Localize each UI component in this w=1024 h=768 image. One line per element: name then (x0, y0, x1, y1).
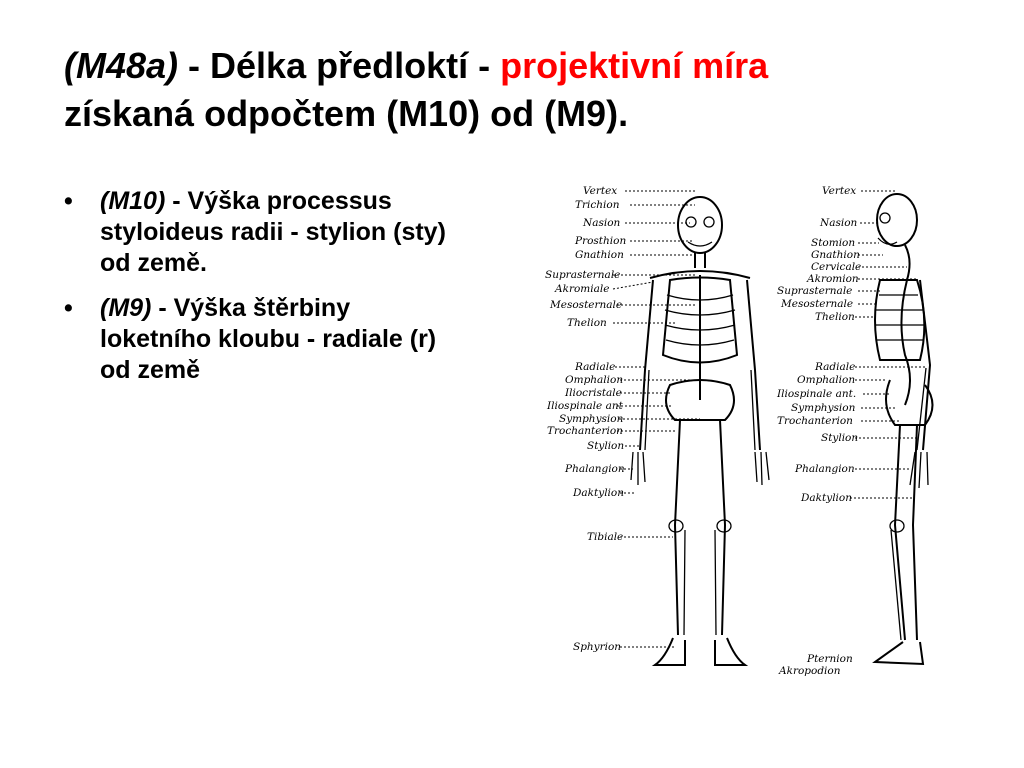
label-phalangion-side: Phalangion (795, 463, 855, 475)
label-stylion-front: Stylion (587, 440, 625, 452)
bullet-code: (M9) (100, 294, 152, 322)
bullet-item (62, 293, 462, 386)
label-akromion: Akromion (807, 273, 859, 285)
skeleton-illustration (545, 180, 965, 685)
label-suprasternale-side: Suprasternale (777, 285, 853, 297)
label-akropodion: Akropodion (779, 665, 841, 677)
label-gnathion-front: Gnathion (575, 249, 624, 261)
label-symphysion-side: Symphysion (791, 402, 856, 414)
label-phalangion-front: Phalangion (565, 463, 625, 475)
label-iliocristale: Iliocristale (565, 387, 622, 399)
label-tibiale: Tibiale (587, 531, 624, 543)
slide-title (64, 42, 984, 138)
side-skeleton (875, 194, 933, 664)
label-akromiale: Akromiale (555, 283, 610, 295)
label-trochanterion-front: Trochanterion (547, 425, 623, 437)
label-symphysion-front: Symphysion (559, 413, 624, 425)
label-daktylion-front: Daktylion (573, 487, 624, 499)
bullet-item (62, 186, 462, 279)
label-iliospinale-side: Iliospinale ant. (777, 388, 857, 400)
label-omphalion-front: Omphalion (565, 374, 624, 386)
skeleton-figure (545, 180, 965, 685)
label-thelion-side: Thelion (815, 311, 855, 323)
title-highlight: projektivní míra (500, 45, 769, 86)
label-mesosternale-side: Mesosternale (781, 298, 854, 310)
label-sphyrion: Sphyrion (573, 641, 622, 653)
bullet-code: (M10) (100, 187, 166, 215)
label-thelion-front: Thelion (567, 317, 607, 329)
label-daktylion-side: Daktylion (801, 492, 852, 504)
label-vertex-front: Vertex (583, 185, 618, 197)
label-radiale-front: Radiale (575, 361, 616, 373)
title-part2: získaná odpočtem (M10) od (M9). (64, 93, 629, 134)
label-nasion-side: Nasion (820, 217, 858, 229)
bullet-list (62, 186, 462, 400)
label-gnathion-side: Gnathion (811, 249, 860, 261)
bullet-text: - Výška processus styloideus radii - stylion (sty) od země. (100, 187, 446, 277)
title-code: (M48a) (64, 45, 179, 86)
bullet-text: - Výška štěrbiny loketního kloubu - radiale (r) od země (100, 294, 437, 384)
label-radiale-side: Radiale (815, 361, 856, 373)
label-vertex-side: Vertex (822, 185, 857, 197)
label-omphalion-side: Omphalion (797, 374, 856, 386)
label-stomion: Stomion (811, 237, 856, 249)
label-mesosternale-front: Mesosternale (550, 299, 623, 311)
label-iliospinale-front: Iliospinale ant (547, 400, 623, 412)
label-nasion-front: Nasion (583, 217, 621, 229)
label-prosthion: Prosthion (575, 235, 627, 247)
label-trochanterion-side: Trochanterion (777, 415, 853, 427)
label-trichion: Trichion (575, 199, 620, 211)
label-cervicale: Cervicale (811, 261, 862, 273)
label-pternion: Pternion (807, 653, 853, 665)
label-suprasternale-front: Suprasternale (545, 269, 621, 281)
title-part1: - Délka předloktí - (178, 45, 501, 86)
label-stylion-side: Stylion (821, 432, 859, 444)
front-skeleton (631, 197, 769, 665)
